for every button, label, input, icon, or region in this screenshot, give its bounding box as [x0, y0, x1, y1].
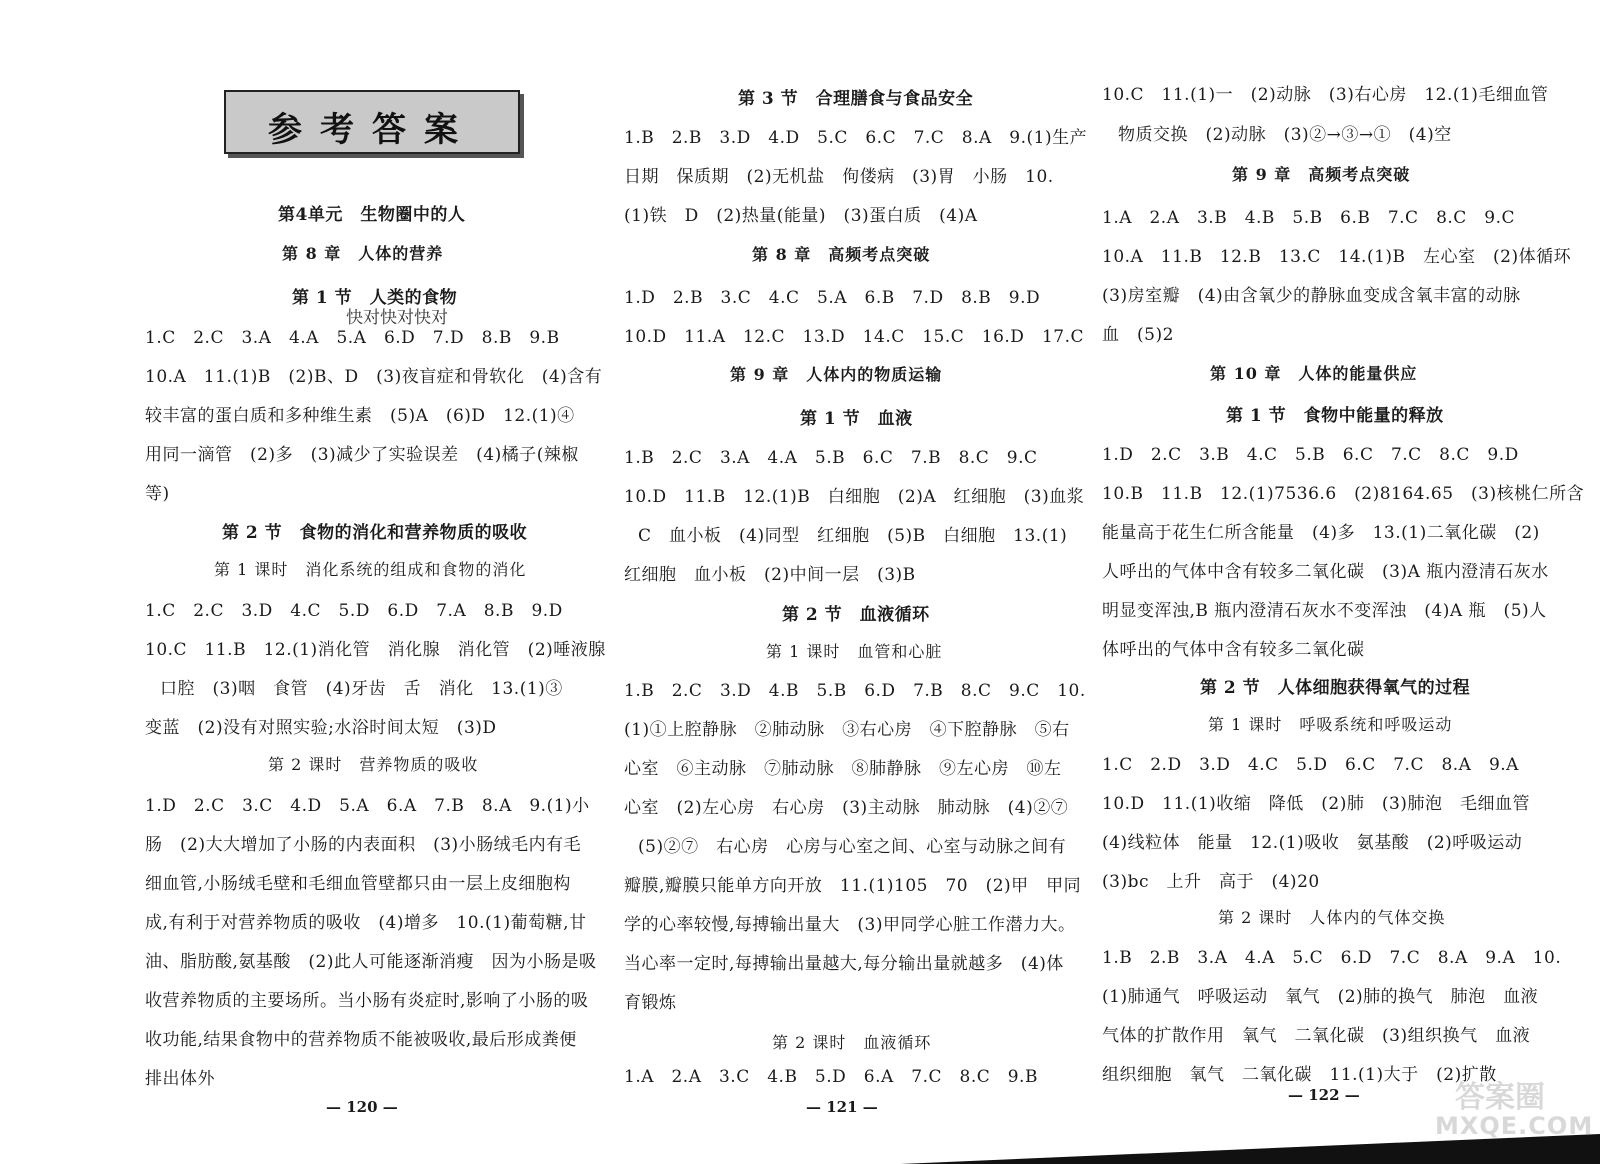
answer-line: 1.C 2.C 3.D 4.C 5.D 6.D 7.A 8.B 9.D [145, 601, 563, 621]
answer-line: (3)房室瓣 (4)由含氧少的静脉血变成含氧丰富的动脉 [1102, 286, 1521, 306]
answer-line: 10.A 11.(1)B (2)B、D (3)夜盲症和骨软化 (4)含有 [145, 367, 603, 387]
answer-line: 变蓝 (2)没有对照实验;水浴时间太短 (3)D [145, 718, 497, 738]
answer-line: 组织细胞 氧气 二氧化碳 11.(1)大于 (2)扩散 [1102, 1065, 1497, 1085]
answer-line: 学的心率较慢,每搏输出量大 (3)甲同学心脏工作潜力大。 [624, 915, 1076, 935]
answer-line: 明显变浑浊,B 瓶内澄清石灰水不变浑浊 (4)A 瓶 (5)人 [1102, 601, 1547, 621]
answer-line: 肠 (2)大大增加了小肠的内表面积 (3)小肠绒毛内有毛 [145, 835, 582, 855]
answer-line: 较丰富的蛋白质和多种维生素 (5)A (6)D 12.(1)④ [145, 406, 575, 426]
answer-line: 1.B 2.C 3.A 4.A 5.B 6.C 7.B 8.C 9.C [624, 448, 1038, 468]
answer-line: 1.B 2.B 3.A 4.A 5.C 6.D 7.C 8.A 9.A 10. [1102, 948, 1562, 968]
lesson-heading: 第 1 课时 血管和心脏 [766, 642, 943, 661]
answer-line: 10.C 11.(1)一 (2)动脉 (3)右心房 12.(1)毛细血管 [1102, 85, 1549, 105]
page-number: — 120 — [326, 1098, 398, 1116]
answer-line: (3)bc 上升 高于 (4)20 [1102, 872, 1320, 892]
answer-line: 能量高于花生仁所含能量 (4)多 13.(1)二氧化碳 (2) [1102, 523, 1540, 543]
answer-line: 10.A 11.B 12.B 13.C 14.(1)B 左心室 (2)体循环 [1102, 247, 1572, 267]
answer-line: 油、脂肪酸,氨基酸 (2)此人可能逐渐消瘦 因为小肠是吸 [145, 952, 597, 972]
unit-heading: 第4单元 生物圈中的人 [278, 205, 466, 225]
answer-line: 红细胞 血小板 (2)中间一层 (3)B [624, 565, 916, 585]
chapter-heading: 第 8 章 人体的营养 [282, 244, 444, 263]
answer-line: 心室 (2)左心房 右心房 (3)主动脉 肺动脉 (4)②⑦ [624, 798, 1069, 818]
page-title: 参考答案 [268, 110, 476, 150]
answer-line: 10.B 11.B 12.(1)7536.6 (2)8164.65 (3)核桃仁所含 [1102, 484, 1585, 504]
section-heading: 第 1 节 食物中能量的释放 [1226, 406, 1444, 426]
answer-line: 10.D 11.B 12.(1)B 白细胞 (2)A 红细胞 (3)血浆 [624, 487, 1085, 507]
lesson-heading: 第 2 课时 人体内的气体交换 [1218, 908, 1446, 927]
answer-line: 瓣膜,瓣膜只能单方向开放 11.(1)105 70 (2)甲 甲同 [624, 876, 1082, 896]
lesson-heading: 第 1 课时 消化系统的组成和食物的消化 [214, 560, 527, 579]
scan-corner-shadow [900, 1134, 1600, 1164]
answer-line: 用同一滴管 (2)多 (3)减少了实验误差 (4)橘子(辣椒 [145, 445, 579, 465]
section-heading: 第 3 节 合理膳食与食品安全 [738, 89, 974, 109]
section-heading: 第 2 节 血液循环 [782, 605, 930, 625]
answer-line: 成,有利于对营养物质的吸收 (4)增多 10.(1)葡萄糖,甘 [145, 913, 587, 933]
answer-line: 1.D 2.C 3.C 4.D 5.A 6.A 7.B 8.A 9.(1)小 [145, 796, 590, 816]
answer-line: 10.C 11.B 12.(1)消化管 消化腺 消化管 (2)唾液腺 [145, 640, 606, 660]
answer-line: 日期 保质期 (2)无机盐 佝偻病 (3)胃 小肠 10. [624, 167, 1054, 187]
answer-line: 细血管,小肠绒毛壁和毛细血管壁都只由一层上皮细胞构 [145, 874, 571, 894]
section-heading: 第 2 节 人体细胞获得氧气的过程 [1200, 678, 1471, 698]
lesson-heading: 第 2 课时 营养物质的吸收 [268, 755, 479, 774]
answer-line: 当心率一定时,每搏输出量越大,每分输出量就越多 (4)体 [624, 954, 1064, 974]
answer-line: (5)②⑦ 右心房 心房与心室之间、心室与动脉之间有 [638, 837, 1067, 857]
answer-line: 1.C 2.C 3.A 4.A 5.A 6.D 7.D 8.B 9.B [145, 328, 560, 348]
answer-line: 排出体外 [145, 1069, 215, 1089]
lesson-heading: 第 1 课时 呼吸系统和呼吸运动 [1208, 715, 1453, 734]
answer-line: 等) [145, 484, 170, 504]
answer-line: 1.B 2.C 3.D 4.B 5.B 6.D 7.B 8.C 9.C 10. [624, 681, 1086, 701]
answer-line: 1.D 2.C 3.B 4.C 5.B 6.C 7.C 8.C 9.D [1102, 445, 1519, 465]
answer-line: 1.B 2.B 3.D 4.D 5.C 6.C 7.C 8.A 9.(1)生产 [624, 128, 1088, 148]
answer-line: (1)①上腔静脉 ②肺动脉 ③右心房 ④下腔静脉 ⑤右 [624, 720, 1070, 740]
title-banner [224, 90, 520, 154]
answer-line: 1.C 2.D 3.D 4.C 5.D 6.C 7.C 8.A 9.A [1102, 755, 1519, 775]
lesson-heading: 第 2 课时 血液循环 [772, 1033, 932, 1052]
answer-line: 人呼出的气体中含有较多二氧化碳 (3)A 瓶内澄清石灰水 [1102, 562, 1549, 582]
chapter-heading: 第 9 章 高频考点突破 [1232, 165, 1411, 184]
watermark-line1: 答案圈 [1455, 1080, 1545, 1115]
chapter-heading: 第 9 章 人体内的物质运输 [730, 365, 943, 384]
section-heading: 第 1 节 人类的食物 [292, 288, 458, 308]
answer-line: 收营养物质的主要场所。当小肠有炎症时,影响了小肠的吸 [145, 991, 589, 1011]
answer-line: 10.D 11.A 12.C 13.D 14.C 15.C 16.D 17.C [624, 327, 1084, 347]
answer-line: (1)铁 D (2)热量(能量) (3)蛋白质 (4)A [624, 206, 978, 226]
answer-line: 口腔 (3)咽 食管 (4)牙齿 舌 消化 13.(1)③ [160, 679, 563, 699]
answer-line: 气体的扩散作用 氧气 二氧化碳 (3)组织换气 血液 [1102, 1026, 1531, 1046]
answer-line: 1.D 2.B 3.C 4.C 5.A 6.B 7.D 8.B 9.D [624, 288, 1041, 308]
watermark-line2: MXQE.COM [1435, 1112, 1594, 1140]
page-number: — 122 — [1288, 1086, 1360, 1104]
answer-line: 1.A 2.A 3.C 4.B 5.D 6.A 7.C 8.C 9.B [624, 1067, 1038, 1087]
answer-line: (4)线粒体 能量 12.(1)吸收 氨基酸 (2)呼吸运动 [1102, 833, 1523, 853]
answer-line: 体呼出的气体中含有较多二氧化碳 [1102, 640, 1365, 660]
answer-line: (1)肺通气 呼吸运动 氧气 (2)肺的换气 肺泡 血液 [1102, 987, 1539, 1007]
answer-line: 心室 ⑥主动脉 ⑦肺动脉 ⑧肺静脉 ⑨左心房 ⑩左 [624, 759, 1062, 779]
chapter-heading: 第 10 章 人体的能量供应 [1210, 364, 1418, 383]
section-heading: 第 2 节 食物的消化和营养物质的吸收 [222, 523, 528, 543]
section-heading: 第 1 节 血液 [800, 409, 913, 429]
answer-line: 10.D 11.(1)收缩 降低 (2)肺 (3)肺泡 毛细血管 [1102, 794, 1530, 814]
chapter-heading: 第 8 章 高频考点突破 [752, 245, 931, 264]
answer-line: 血 (5)2 [1102, 325, 1174, 345]
answer-line: 育锻炼 [624, 993, 677, 1013]
page-number: — 121 — [806, 1098, 878, 1116]
answer-line: C 血小板 (4)同型 红细胞 (5)B 白细胞 13.(1) [638, 526, 1068, 546]
answer-line: 物质交换 (2)动脉 (3)②→③→① (4)空 [1118, 125, 1452, 145]
answer-line: 1.A 2.A 3.B 4.B 5.B 6.B 7.C 8.C 9.C [1102, 208, 1516, 228]
answer-line: 收功能,结果食物中的营养物质不能被吸收,最后形成粪便 [145, 1030, 577, 1050]
overlay-text: 快对快对快对 [346, 308, 448, 328]
